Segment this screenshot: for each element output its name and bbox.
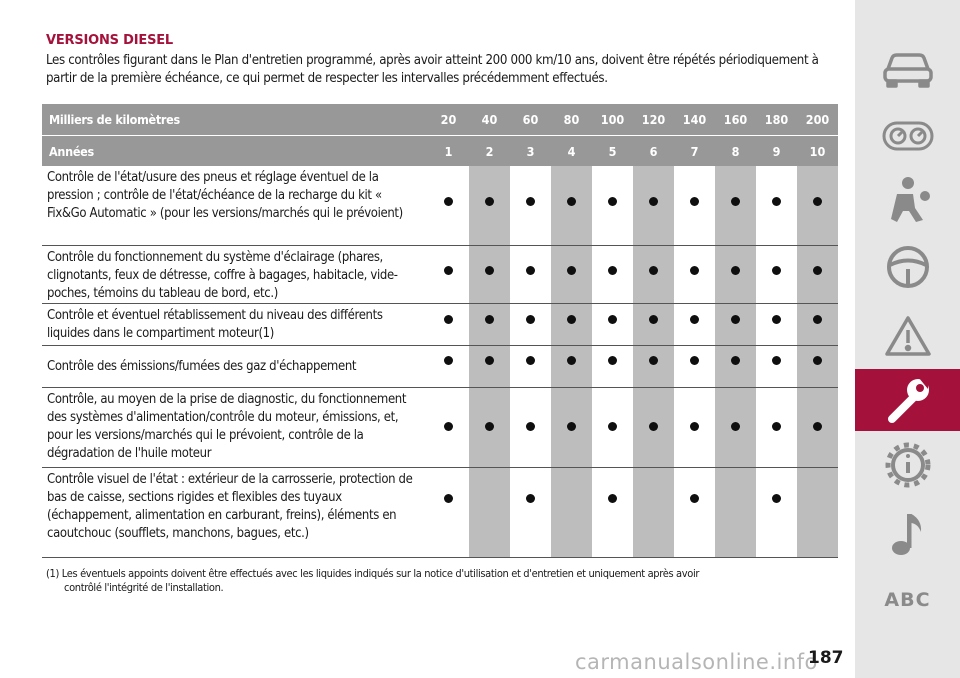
check-dot-icon	[608, 197, 617, 206]
check-dot-icon	[485, 197, 494, 206]
page-number: 187	[808, 648, 844, 668]
check-cell	[797, 388, 838, 467]
table-row	[42, 166, 838, 246]
check-cell	[551, 246, 592, 303]
check-dot-icon	[608, 494, 617, 503]
km-value: 100	[600, 112, 625, 127]
sidebar-item-dashboard[interactable]	[855, 105, 960, 167]
km-header-label: Milliers de kilomètres	[49, 112, 180, 127]
sidebar-item-driving[interactable]	[855, 236, 960, 298]
row-label: Contrôle visuel de l'état : extérieur de la carrosserie, protection de bas de caisse, sections rigides et flexibles des tuyaux (échappement, alimentation en carburant, freins), éléments en caoutchouc (soufflets, manchons, bagues, etc.)	[47, 472, 413, 541]
check-dot-icon	[731, 315, 740, 324]
check-dot-icon	[608, 266, 617, 275]
check-dot-icon	[567, 266, 576, 275]
check-dot-icon	[813, 266, 822, 275]
check-dot-icon	[485, 315, 494, 324]
car-icon	[882, 49, 934, 89]
km-value: 180	[764, 112, 789, 127]
section-title: VERSIONS DIESEL	[46, 33, 174, 48]
check-cell	[428, 246, 469, 303]
check-dot-icon	[772, 197, 781, 206]
check-cell	[715, 346, 756, 387]
check-cell	[510, 346, 551, 387]
check-dot-icon	[772, 422, 781, 431]
dashboard-gauges-icon	[881, 119, 935, 153]
row-cells	[428, 246, 838, 303]
check-cell	[715, 166, 756, 245]
check-cell	[797, 246, 838, 303]
check-dot-icon	[567, 197, 576, 206]
check-cell	[715, 304, 756, 345]
footnote-line-2: contrôlé l'intégrité de l'installation.	[64, 581, 224, 594]
check-dot-icon	[649, 197, 658, 206]
check-cell	[510, 246, 551, 303]
check-cell	[551, 388, 592, 467]
steering-wheel-icon	[885, 244, 931, 290]
check-cell	[469, 304, 510, 345]
check-cell	[715, 468, 756, 557]
check-cell	[674, 246, 715, 303]
check-cell	[551, 346, 592, 387]
check-dot-icon	[444, 266, 453, 275]
row-cells	[428, 346, 838, 387]
check-cell	[428, 468, 469, 557]
table-row	[42, 388, 838, 468]
table-row	[42, 468, 838, 558]
check-cell	[633, 346, 674, 387]
check-cell	[674, 166, 715, 245]
check-dot-icon	[485, 356, 494, 365]
year-value: 9	[772, 143, 781, 159]
music-note-icon	[888, 510, 928, 558]
km-value: 40	[481, 112, 498, 127]
km-header-row	[42, 104, 838, 135]
check-dot-icon	[690, 494, 699, 503]
row-label: Contrôle du fonctionnement du système d'éclairage (phares, clignotants, feux de détresse, coffre à bagages, habitacle, vide-poches, témoins du tableau de bord, etc.)	[47, 250, 398, 301]
check-cell	[592, 388, 633, 467]
check-dot-icon	[813, 356, 822, 365]
sidebar-item-safety[interactable]	[855, 168, 960, 230]
check-cell	[592, 346, 633, 387]
check-dot-icon	[772, 494, 781, 503]
footnote-line-1: (1) Les éventuels appoints doivent être effectués avec les liquides indiqués sur la notice d'utilisation et d'entretien et uniquement après avoir	[46, 567, 700, 580]
check-cell	[756, 388, 797, 467]
year-value: 5	[608, 143, 617, 159]
abc-index-label: ABC	[884, 589, 931, 611]
check-cell	[592, 468, 633, 557]
check-cell	[633, 166, 674, 245]
year-value: 8	[731, 143, 740, 159]
check-cell	[715, 246, 756, 303]
check-dot-icon	[731, 197, 740, 206]
check-dot-icon	[731, 422, 740, 431]
wrench-icon	[883, 375, 933, 425]
row-cells	[428, 468, 838, 557]
row-label: Contrôle et éventuel rétablissement du niveau des différents liquides dans le compartiment moteur(1)	[47, 308, 383, 341]
check-dot-icon	[567, 422, 576, 431]
check-dot-icon	[772, 266, 781, 275]
check-dot-icon	[813, 422, 822, 431]
years-header-row	[42, 135, 838, 166]
km-value: 120	[641, 112, 666, 127]
watermark: carmanualsonline.info	[575, 650, 818, 674]
check-cell	[756, 166, 797, 245]
check-dot-icon	[813, 197, 822, 206]
check-cell	[592, 166, 633, 245]
check-dot-icon	[690, 197, 699, 206]
year-value: 3	[526, 143, 535, 159]
chapter-sidebar	[855, 0, 960, 678]
check-cell	[428, 166, 469, 245]
row-cells	[428, 304, 838, 345]
sidebar-item-emergency[interactable]	[855, 305, 960, 367]
check-dot-icon	[526, 197, 535, 206]
km-value: 140	[682, 112, 707, 127]
check-dot-icon	[526, 422, 535, 431]
check-dot-icon	[444, 356, 453, 365]
check-cell	[469, 388, 510, 467]
footnote	[46, 567, 846, 595]
check-dot-icon	[690, 422, 699, 431]
check-cell	[428, 346, 469, 387]
check-cell	[469, 246, 510, 303]
row-label: Contrôle, au moyen de la prise de diagnostic, du fonctionnement des systèmes d'alimentation/contrôle du moteur, émissions, et, pour les versions/marchés qui le prévoient, contrôle de la dégradation de l'huile moteur	[47, 392, 407, 461]
check-cell	[674, 304, 715, 345]
check-dot-icon	[444, 197, 453, 206]
check-dot-icon	[649, 356, 658, 365]
table-row	[42, 246, 838, 304]
check-cell	[797, 166, 838, 245]
check-cell	[674, 388, 715, 467]
check-cell	[756, 304, 797, 345]
check-dot-icon	[690, 356, 699, 365]
check-cell	[592, 246, 633, 303]
check-cell	[797, 346, 838, 387]
check-cell	[469, 166, 510, 245]
gear-info-icon	[883, 440, 933, 490]
year-value: 4	[567, 143, 576, 159]
check-cell	[428, 388, 469, 467]
check-dot-icon	[485, 422, 494, 431]
check-cell	[674, 346, 715, 387]
check-cell	[633, 246, 674, 303]
check-cell	[469, 346, 510, 387]
check-cell	[551, 468, 592, 557]
check-cell	[633, 304, 674, 345]
check-dot-icon	[690, 315, 699, 324]
check-cell	[633, 468, 674, 557]
km-value: 80	[563, 112, 580, 127]
sidebar-item-car[interactable]	[855, 38, 960, 100]
row-label: Contrôle de l'état/usure des pneus et réglage éventuel de la pression ; contrôle de l'état/échéance de la recharge du kit « Fix&Go Automatic » (pour les versions/marchés qui le prévoient)	[47, 170, 403, 221]
year-value: 1	[444, 143, 453, 159]
check-cell	[592, 304, 633, 345]
check-dot-icon	[690, 266, 699, 275]
check-dot-icon	[649, 422, 658, 431]
check-cell	[510, 468, 551, 557]
km-value: 20	[440, 112, 457, 127]
check-dot-icon	[731, 266, 740, 275]
row-cells	[428, 388, 838, 467]
maintenance-table	[42, 104, 838, 558]
check-dot-icon	[608, 356, 617, 365]
table-row	[42, 304, 838, 346]
check-cell	[551, 304, 592, 345]
row-label: Contrôle des émissions/fumées des gaz d'échappement	[47, 359, 357, 374]
check-dot-icon	[485, 266, 494, 275]
check-dot-icon	[772, 315, 781, 324]
check-dot-icon	[731, 356, 740, 365]
sidebar-item-maintenance[interactable]	[855, 369, 960, 431]
check-dot-icon	[608, 422, 617, 431]
row-cells	[428, 166, 838, 245]
check-cell	[469, 468, 510, 557]
check-dot-icon	[567, 315, 576, 324]
check-dot-icon	[444, 422, 453, 431]
check-dot-icon	[526, 494, 535, 503]
check-dot-icon	[608, 315, 617, 324]
warning-triangle-icon	[884, 314, 932, 358]
check-dot-icon	[567, 356, 576, 365]
check-cell	[428, 304, 469, 345]
check-dot-icon	[526, 315, 535, 324]
check-dot-icon	[444, 315, 453, 324]
sidebar-item-index[interactable]	[855, 569, 960, 631]
intro-paragraph: Les contrôles figurant dans le Plan d'entretien programmé, après avoir atteint 200 000 km/10 ans, doivent être répétés périodiquement à partir de la première échéance, ce qui permet de respecter les intervalles précédemment effectués.	[46, 53, 819, 86]
check-dot-icon	[526, 356, 535, 365]
check-cell	[797, 304, 838, 345]
check-dot-icon	[772, 356, 781, 365]
check-cell	[551, 166, 592, 245]
years-header-label: Années	[49, 143, 94, 159]
check-cell	[797, 468, 838, 557]
km-value: 60	[522, 112, 539, 127]
check-dot-icon	[813, 315, 822, 324]
check-cell	[756, 246, 797, 303]
year-value: 10	[809, 143, 826, 159]
check-cell	[756, 468, 797, 557]
check-cell	[510, 304, 551, 345]
year-value: 7	[690, 143, 699, 159]
year-value: 6	[649, 143, 658, 159]
sidebar-item-multimedia[interactable]	[855, 503, 960, 565]
check-cell	[510, 388, 551, 467]
check-cell	[756, 346, 797, 387]
check-dot-icon	[649, 315, 658, 324]
check-cell	[715, 388, 756, 467]
check-cell	[510, 166, 551, 245]
check-dot-icon	[526, 266, 535, 275]
year-value: 2	[485, 143, 494, 159]
sidebar-item-specs[interactable]	[855, 434, 960, 496]
check-cell	[674, 468, 715, 557]
check-dot-icon	[649, 266, 658, 275]
seat-safety-icon	[883, 174, 933, 224]
check-cell	[633, 388, 674, 467]
check-dot-icon	[444, 494, 453, 503]
km-value: 200	[805, 112, 830, 127]
km-value: 160	[723, 112, 748, 127]
table-row	[42, 346, 838, 388]
